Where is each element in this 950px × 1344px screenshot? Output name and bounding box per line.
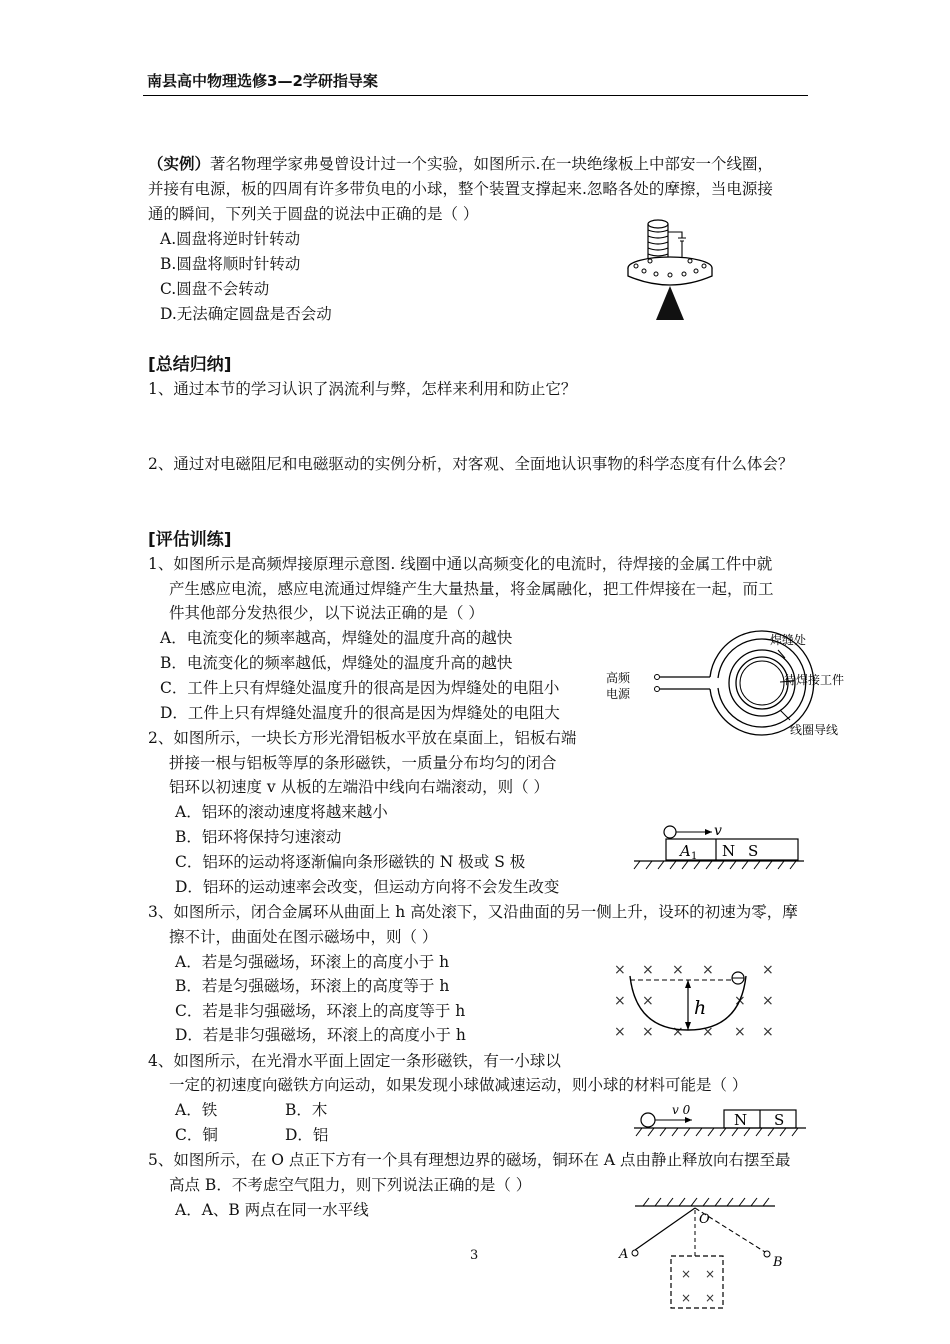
q2-fig-label-v: v	[714, 823, 722, 839]
q1-fig-label-seam: 焊缝处	[770, 633, 807, 647]
svg-text:×: ×	[705, 1291, 716, 1305]
q2-option-d: D．铝环的运动速率会改变，但运动方向将不会发生改变	[175, 878, 560, 896]
svg-text:×: ×	[702, 1024, 714, 1040]
svg-text:×: ×	[642, 962, 654, 978]
svg-text:×: ×	[642, 1024, 654, 1040]
q1-option-a: A．电流变化的频率越高，焊缝处的温度升高的越快	[160, 629, 513, 647]
header-title: 南县高中物理选修3—2学研指导案	[147, 72, 378, 90]
q1-welding-figure	[606, 628, 862, 740]
example-line-3: 通的瞬间，下列关于圆盘的说法中正确的是（ ）	[148, 205, 479, 223]
header-rule	[143, 95, 808, 96]
example-option-b: B.圆盘将顺时针转动	[160, 255, 301, 273]
q2-line-1: 2、如图所示，一块长方形光滑铝板水平放在桌面上，铝板右端	[148, 729, 577, 747]
q1-fig-label-workpiece: 待焊接工件	[784, 673, 845, 687]
q2-fig-label-plate-sub: 1	[691, 851, 698, 862]
summary-question-1: 1、通过本节的学习认识了涡流利与弊，怎样来利用和防止它？	[148, 380, 577, 398]
q1-option-b: B．电流变化的频率越低，焊缝处的温度升高的越快	[160, 654, 513, 672]
assessment-title: [评估训练]	[148, 530, 232, 550]
svg-text:×: ×	[734, 1024, 746, 1040]
example-label: （实例）	[148, 154, 211, 173]
example-line-1: （实例）著名物理学家弗曼曾设计过一个实验，如图所示.在一块绝缘板上中部安一个线圈，	[148, 154, 773, 173]
q2-fig-label-s: S	[748, 842, 759, 860]
example-line-2: 并接有电源，板的四周有许多带负电的小球，整个装置支撑起来.忽略各处的摩擦，当电源接	[148, 180, 773, 198]
q3-option-a: A．若是匀强磁场，环滚上的高度小于 h	[175, 953, 450, 971]
q3-line-1: 3、如图所示，闭合金属环从曲面上 h 高处滚下，又沿曲面的另一侧上升，设环的初速为零，摩	[148, 903, 798, 921]
example-option-a: A.圆盘将逆时针转动	[160, 230, 301, 248]
svg-text:×: ×	[734, 993, 746, 1009]
summary-title: [总结归纳]	[148, 355, 232, 375]
q1-line-1: 1、如图所示是高频焊接原理示意图. 线圈中通以高频变化的电流时，待焊接的金属工件中就	[148, 555, 773, 573]
example-disc-figure	[620, 212, 730, 324]
q2-option-a: A．铝环的滚动速度将越来越小	[175, 803, 388, 821]
q1-option-c: C．工件上只有焊缝处温度升的很高是因为焊缝处的电阻小	[160, 679, 560, 697]
q4-line-2: 一定的初速度向磁铁方向运动，如果发现小球做减速运动，则小球的材料可能是（ ）	[169, 1076, 748, 1094]
q4-fig-label-v0: v 0	[672, 1103, 691, 1117]
q1-line-3: 件其他部分发热很少，以下说法正确的是（ ）	[169, 604, 484, 622]
svg-text:×: ×	[672, 962, 684, 978]
q2-plate-figure	[634, 822, 809, 874]
q5-option-a: A．A、B 两点在同一水平线	[175, 1201, 369, 1219]
svg-text:×: ×	[672, 1024, 684, 1040]
svg-text:×: ×	[705, 1267, 716, 1281]
svg-text:×: ×	[642, 993, 654, 1009]
q5-fig-label-o: O	[699, 1212, 710, 1227]
q4-option-b: B．木	[285, 1101, 328, 1119]
svg-text:×: ×	[681, 1291, 692, 1305]
q1-fig-label-coil: 线圈导线	[790, 723, 839, 737]
svg-text:×: ×	[681, 1267, 692, 1281]
q5-line-1: 5、如图所示，在 O 点正下方有一个具有理想边界的磁场，铜环在 A 点由静止释放向右摆至最	[148, 1151, 791, 1169]
example-option-c: C.圆盘不会转动	[160, 280, 270, 298]
q4-option-c: C．铜	[175, 1126, 218, 1144]
svg-text:×: ×	[762, 1024, 774, 1040]
q3-option-c: C．若是非匀强磁场，环滚上的高度等于 h	[175, 1002, 466, 1020]
q1-fig-label-source2: 电源	[606, 687, 631, 701]
q2-option-b: B．铝环将保持匀速滚动	[175, 828, 342, 846]
q1-fig-label-source1: 高频	[606, 671, 631, 685]
svg-text:×: ×	[762, 993, 774, 1009]
page-number: 3	[470, 1248, 479, 1263]
q5-fig-label-b: B	[773, 1255, 783, 1270]
q1-option-d: D．工件上只有焊缝处温度升的很高是因为焊缝处的电阻大	[160, 704, 560, 722]
q4-magnet-figure	[634, 1100, 809, 1144]
q5-fig-label-a: A	[619, 1247, 629, 1262]
q2-fig-label-n: N	[722, 842, 736, 860]
q3-curve-figure	[610, 956, 780, 1042]
q5-line-2: 高点 B．不考虑空气阻力，则下列说法正确的是（ ）	[169, 1176, 532, 1194]
q4-option-a: A．铁	[175, 1101, 218, 1119]
q1-line-2: 产生感应电流，感应电流通过焊缝产生大量热量，将金属融化，把工件焊接在一起，而工	[169, 580, 774, 598]
q2-line-3: 铝环以初速度 v 从板的左端沿中线向右端滚动，则（ ）	[169, 778, 550, 796]
svg-text:×: ×	[614, 993, 626, 1009]
summary-question-2: 2、通过对电磁阻尼和电磁驱动的实例分析，对客观、全面地认识事物的科学态度有什么体会？	[148, 455, 794, 473]
svg-text:×: ×	[614, 1024, 626, 1040]
q2-fig-label-plate: A	[680, 842, 691, 860]
q3-option-d: D．若是非匀强磁场，环滚上的高度小于 h	[175, 1026, 466, 1044]
q4-option-d: D．铝	[285, 1126, 329, 1144]
svg-text:×: ×	[762, 962, 774, 978]
q3-line-2: 擦不计，曲面处在图示磁场中，则（ ）	[169, 928, 438, 946]
q4-fig-label-s: S	[774, 1111, 785, 1129]
q3-fig-label-h: h	[694, 997, 707, 1019]
q4-fig-label-n: N	[734, 1111, 748, 1129]
example-option-d: D.无法确定圆盘是否会动	[160, 305, 332, 323]
q2-line-2: 拼接一根与铝板等厚的条形磁铁，一质量分布均匀的闭合	[169, 754, 557, 772]
svg-text:×: ×	[702, 962, 714, 978]
q2-option-c: C．铝环的运动将逐渐偏向条形磁铁的 N 极或 S 极	[175, 853, 526, 871]
q5-pendulum-figure	[615, 1196, 815, 1340]
svg-text:×: ×	[614, 962, 626, 978]
q3-option-b: B．若是匀强磁场，环滚上的高度等于 h	[175, 977, 450, 995]
q4-line-1: 4、如图所示，在光滑水平面上固定一条形磁铁，有一小球以	[148, 1052, 561, 1070]
